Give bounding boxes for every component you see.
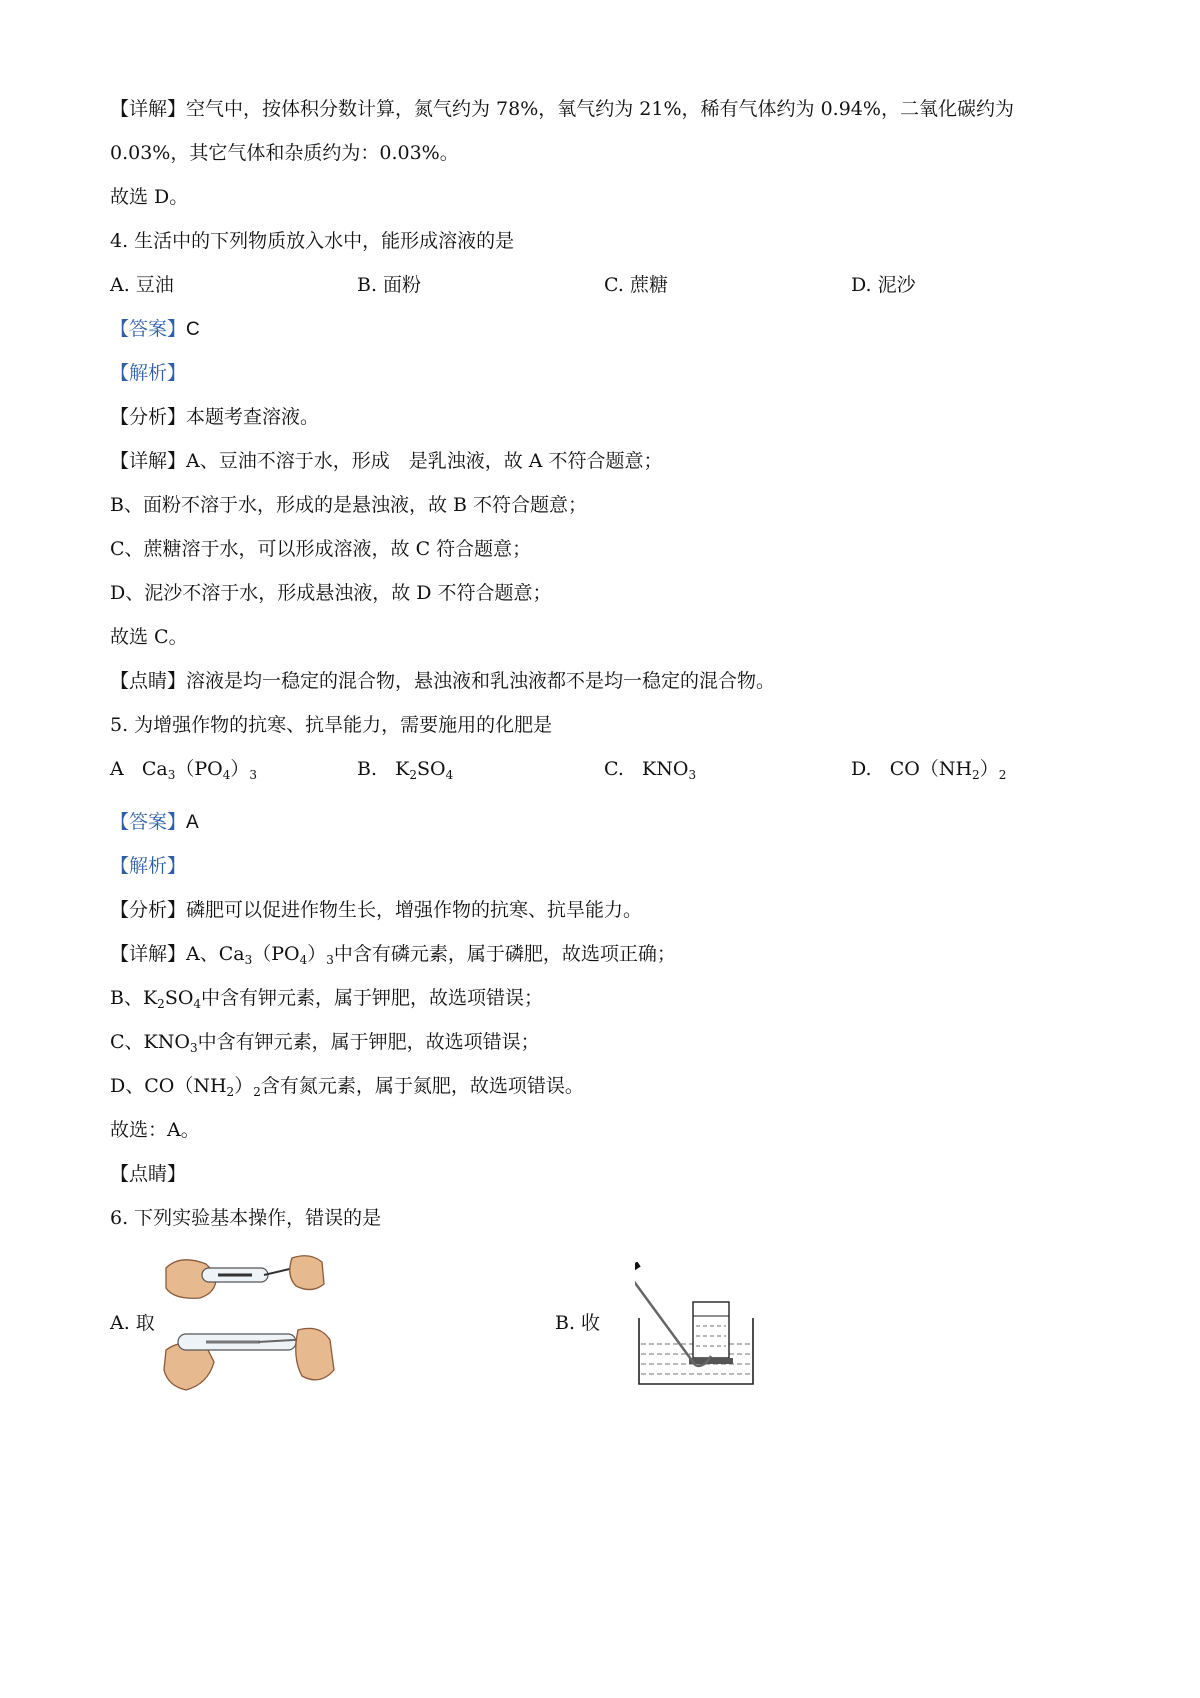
detail-line-cont: 0.03%，其它气体和杂质约为：0.03%。 <box>110 142 459 164</box>
question-6-stem: 6. 下列实验基本操作，错误的是 <box>110 1207 382 1229</box>
formula-part: SO <box>416 758 446 780</box>
text-part: 中含有钾元素，属于钾肥，故选项错误； <box>197 1031 540 1053</box>
q5-analysis-line: 【分析】磷肥可以促进作物生长，增强作物的抗寒、抗旱能力。 <box>110 899 643 921</box>
formula-subscript: 4 <box>299 953 308 967</box>
text-part: 【详解】A、Ca <box>110 943 245 965</box>
q5-conclusion: 故选：A。 <box>110 1119 200 1141</box>
formula-subscript: 2 <box>157 997 165 1011</box>
q6-option-a: A. 取 <box>110 1312 155 1334</box>
text-part: ） <box>234 1075 254 1097</box>
conclusion-line: 故选 D。 <box>110 186 189 208</box>
answer-tag: 【答案】 <box>110 318 187 340</box>
q5-analysis-tag: 【解析】 <box>110 855 187 877</box>
question-4-stem: 4. 生活中的下列物质放入水中，能形成溶液的是 <box>110 230 515 252</box>
formula-part: KNO <box>642 758 689 780</box>
text-part: D、CO（NH <box>110 1075 227 1097</box>
formula-subscript: 3 <box>249 768 258 782</box>
q4-detail-line: B、面粉不溶于水，形成的是悬浊液，故 B 不符合题意； <box>110 494 588 516</box>
formula-subscript: 3 <box>167 768 176 782</box>
q4-conclusion: 故选 C。 <box>110 626 188 648</box>
formula-subscript: 3 <box>189 1041 198 1055</box>
q5-detail-b <box>110 985 543 1011</box>
figure-a-hands-test-tube <box>160 1250 360 1410</box>
option-label: C. <box>604 758 624 780</box>
q5-option-a <box>110 756 257 782</box>
q5-detail-c <box>110 1029 540 1055</box>
q4-detail-line: D、泥沙不溶于水，形成悬浊液，故 D 不符合题意； <box>110 582 552 604</box>
question-5-stem: 5. 为增强作物的抗寒、抗旱能力，需要施用的化肥是 <box>110 714 553 736</box>
formula-part: ） <box>979 758 999 780</box>
text-part: B、K <box>110 987 158 1009</box>
formula-subscript: 2 <box>226 1085 235 1099</box>
formula-subscript: 2 <box>409 768 417 782</box>
q4-answer <box>110 316 200 343</box>
option-label: B. <box>357 758 378 780</box>
text-part: 中含有磷元素，属于磷肥，故选项正确； <box>333 943 676 965</box>
q4-analysis-tag: 【解析】 <box>110 362 187 384</box>
formula-part: CO（NH <box>889 758 973 780</box>
text-part: ） <box>307 943 327 965</box>
q5-option-b <box>357 756 453 782</box>
q5-detail-d <box>110 1073 584 1099</box>
answer-value: A <box>186 812 199 833</box>
text-part: C、KNO <box>110 1031 190 1053</box>
formula-part: ） <box>230 758 250 780</box>
text-part: （PO <box>252 943 300 965</box>
answer-value: C <box>186 319 200 340</box>
q5-answer <box>110 809 199 836</box>
text-part: 中含有钾元素，属于钾肥，故选项错误； <box>201 987 544 1009</box>
formula-subscript: 4 <box>193 997 202 1011</box>
q4-analysis-line: 【分析】本题考查溶液。 <box>110 406 320 428</box>
answer-tag: 【答案】 <box>110 811 187 833</box>
q4-detail-line: C、蔗糖溶于水，可以形成溶液，故 C 符合题意； <box>110 538 532 560</box>
formula-subscript: 4 <box>445 768 454 782</box>
formula-subscript: 2 <box>998 768 1007 782</box>
formula-part: Ca <box>141 758 168 780</box>
formula-subscript: 2 <box>972 768 980 782</box>
formula-part: （PO <box>175 758 223 780</box>
formula-subscript: 2 <box>253 1085 261 1099</box>
q5-option-d <box>851 756 1006 782</box>
formula-subscript: 3 <box>326 953 334 967</box>
formula-subscript: 3 <box>244 953 253 967</box>
q4-detail-line: 【详解】A、豆油不溶于水，形成 是乳浊液，故 A 不符合题意； <box>110 450 663 472</box>
q5-detail-a <box>110 941 676 967</box>
q5-option-c <box>604 756 696 782</box>
q4-option-b: B. 面粉 <box>357 274 422 296</box>
text-part: 含有氮元素，属于氮肥，故选项错误。 <box>260 1075 584 1097</box>
text-part: SO <box>164 987 194 1009</box>
formula-subscript: 3 <box>688 768 697 782</box>
q4-comment: 【点睛】溶液是均一稳定的混合物，悬浊液和乳浊液都不是均一稳定的混合物。 <box>110 670 776 692</box>
q4-option-d: D. 泥沙 <box>851 274 916 296</box>
q5-comment-tag: 【点睛】 <box>110 1163 187 1185</box>
formula-part: K <box>395 758 410 780</box>
q6-option-b: B. 收 <box>555 1312 601 1334</box>
option-label: A <box>110 758 124 780</box>
q4-option-c: C. 蔗糖 <box>604 274 668 296</box>
option-label: D. <box>851 758 872 780</box>
q4-option-a: A. 豆油 <box>110 274 174 296</box>
formula-subscript: 4 <box>222 768 231 782</box>
figure-b-gas-collection <box>635 1262 775 1392</box>
detail-line: 【详解】空气中，按体积分数计算，氮气约为 78%，氧气约为 21%，稀有气体约为 0.94%，二氧化碳约为 <box>110 98 1014 120</box>
